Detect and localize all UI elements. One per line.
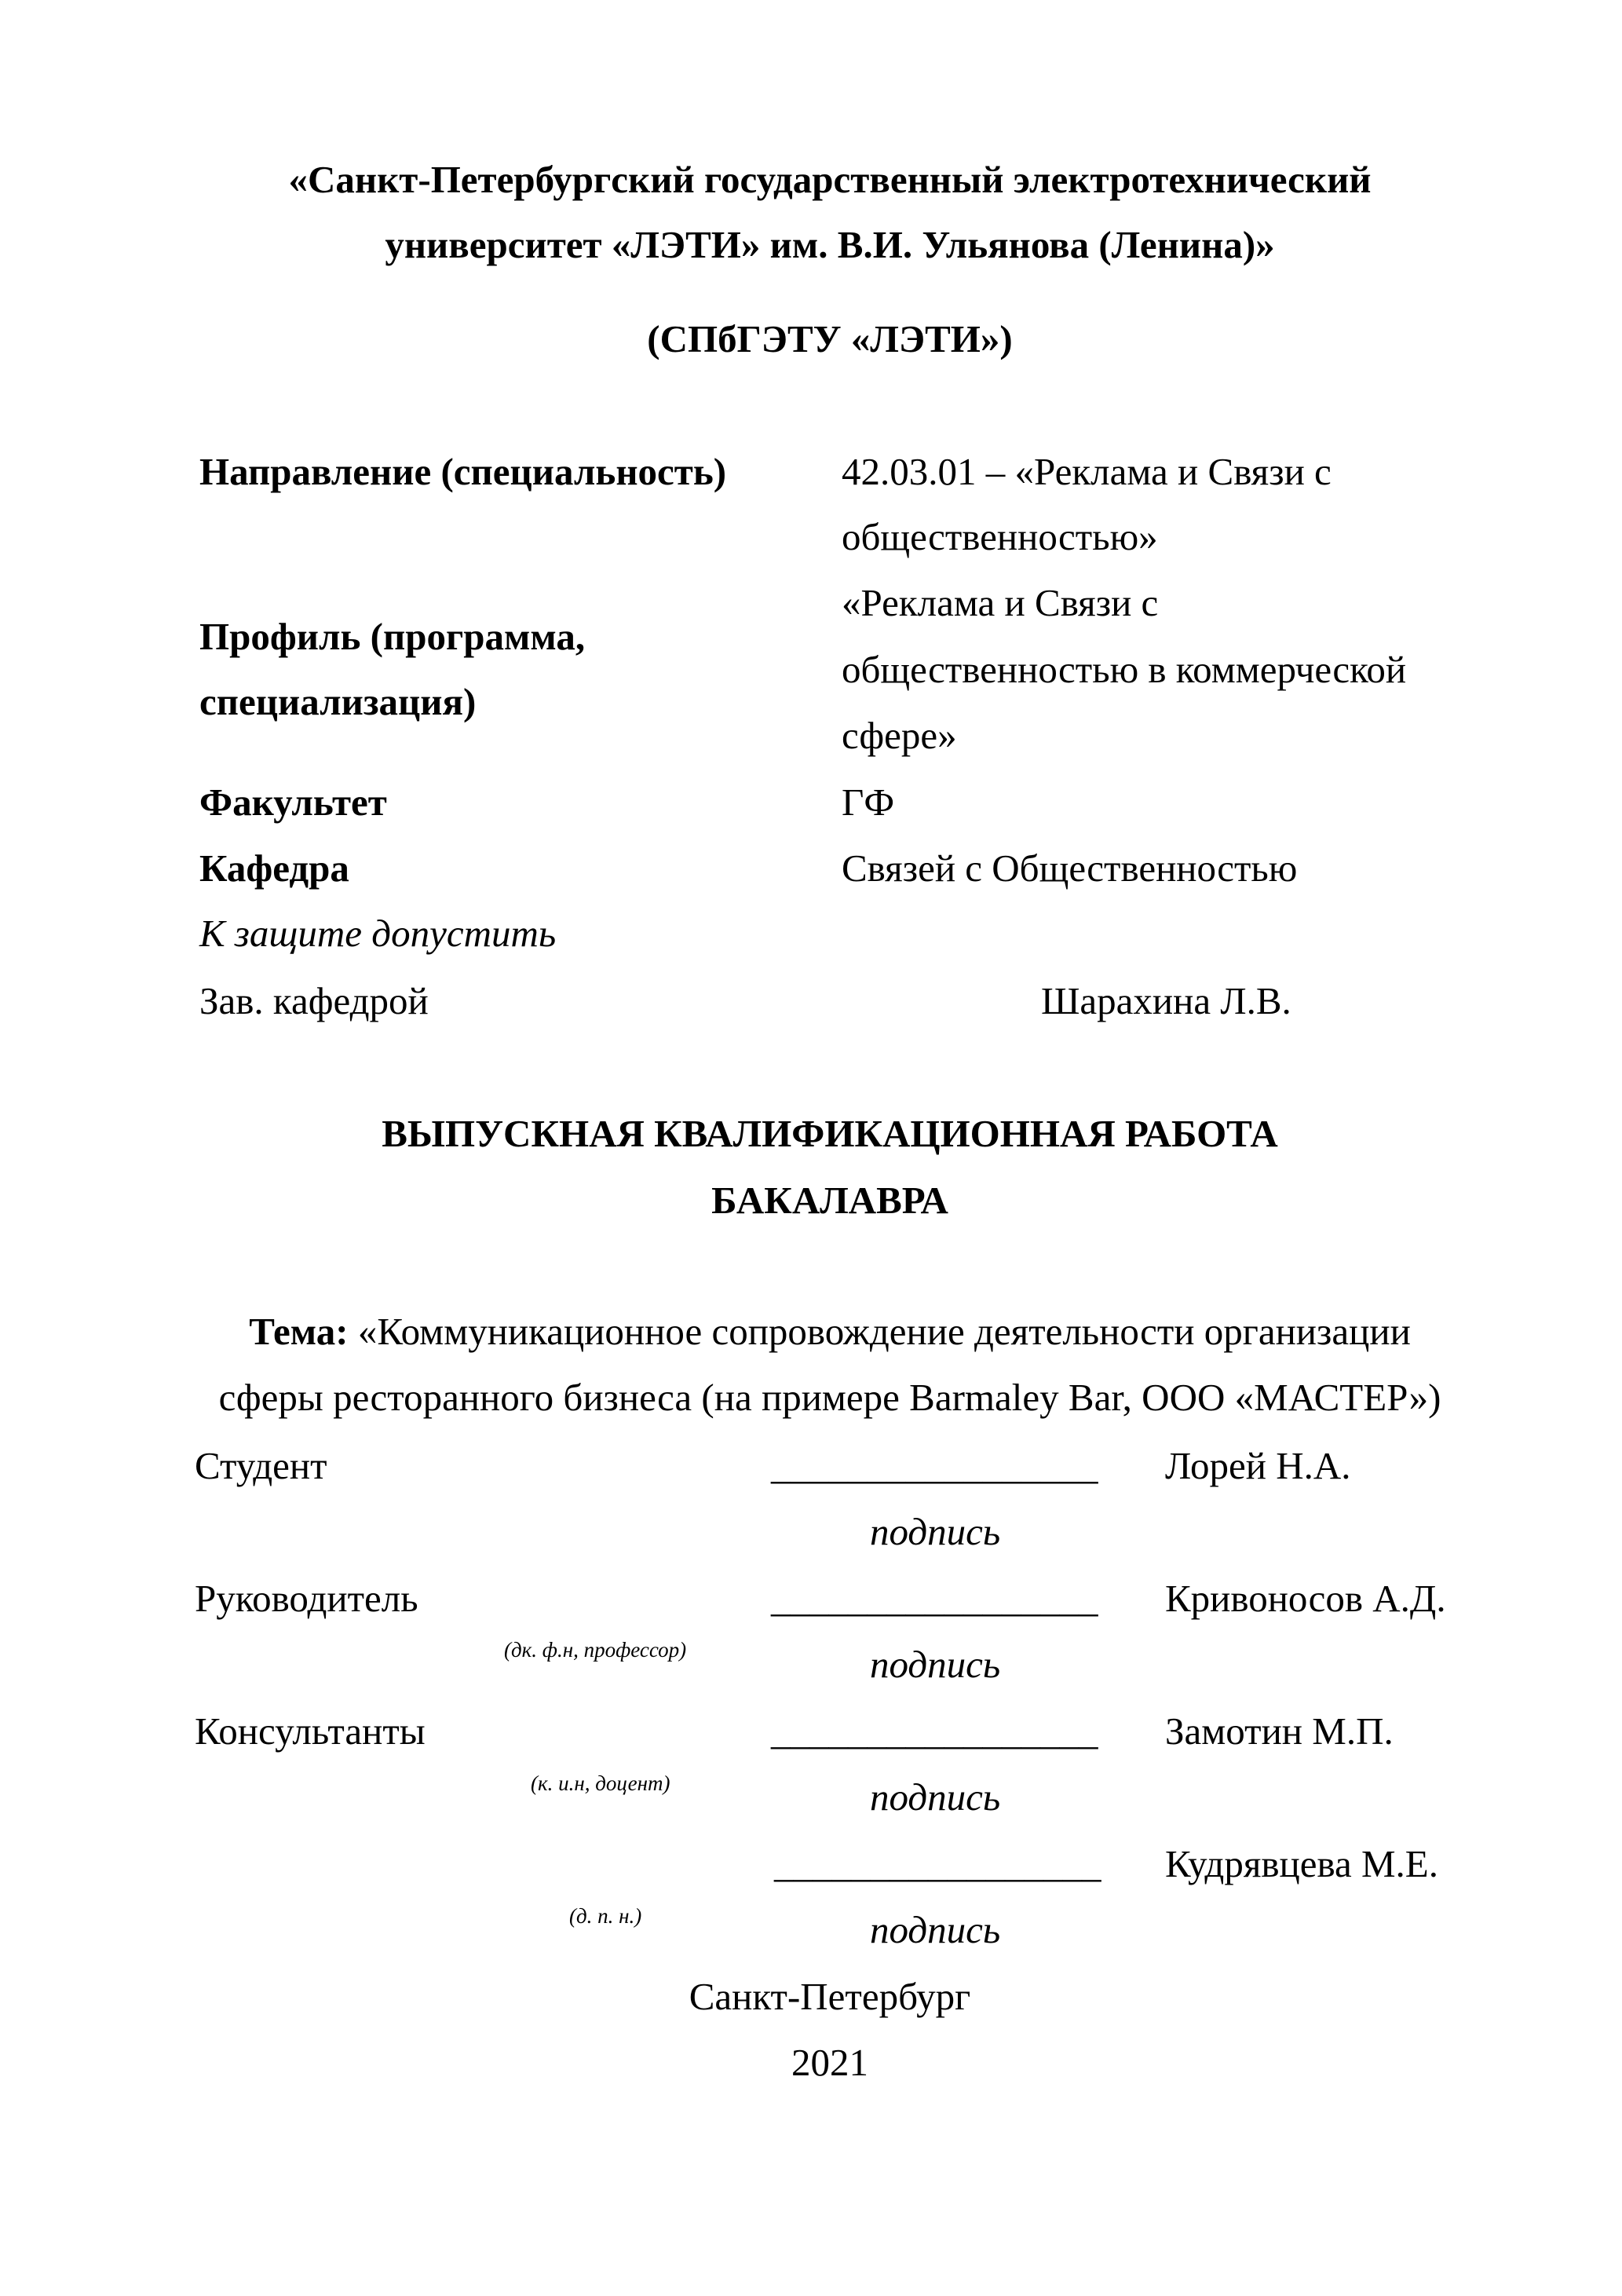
student-label: Студент bbox=[195, 1444, 327, 1487]
admit-to-defense: К защите допустить bbox=[199, 912, 557, 955]
student-name: Лорей Н.А. bbox=[1165, 1444, 1351, 1487]
consultant2-name: Кудрявцева М.Е. bbox=[1165, 1842, 1438, 1885]
signature-caption: подпись bbox=[870, 1775, 1001, 1819]
profile-value-1: «Реклама и Связи с bbox=[842, 581, 1159, 624]
department-label: Кафедра bbox=[199, 846, 349, 890]
department-value: Связей с Общественностью bbox=[842, 846, 1298, 890]
signature-caption: подпись bbox=[870, 1510, 1001, 1553]
head-label: Зав. кафедрой bbox=[199, 979, 429, 1022]
consultant1-name: Замотин М.П. bbox=[1165, 1709, 1394, 1753]
signature-caption: подпись bbox=[870, 1643, 1001, 1686]
head-name: Шарахина Л.В. bbox=[1041, 979, 1291, 1022]
supervisor-degree: (дк. ф.н, профессор) bbox=[504, 1638, 687, 1662]
university-name-line1: «Санкт-Петербургский государственный электротехнический bbox=[288, 158, 1372, 201]
student-signature-line: _________________ bbox=[771, 1444, 1098, 1487]
work-title-line2: БАКАЛАВРА bbox=[711, 1179, 948, 1222]
profile-label-1: Профиль (программа, bbox=[199, 615, 586, 658]
direction-label: Направление (специальность) bbox=[199, 450, 727, 493]
supervisor-label: Руководитель bbox=[195, 1577, 418, 1620]
consultants-label: Консультанты bbox=[195, 1709, 426, 1753]
faculty-value: ГФ bbox=[842, 781, 895, 824]
topic-line1 bbox=[0, 1308, 1622, 1355]
faculty-label: Факультет bbox=[199, 781, 387, 824]
profile-value-3: сфере» bbox=[842, 714, 957, 757]
topic-label: Тема: bbox=[249, 1310, 349, 1353]
university-abbr: (СПбГЭТУ «ЛЭТИ») bbox=[647, 317, 1013, 360]
topic-text-1: «Коммуникационное сопровождение деятельности организации bbox=[348, 1310, 1411, 1353]
profile-label-2: специализация) bbox=[199, 680, 477, 723]
supervisor-signature-line: _________________ bbox=[771, 1577, 1098, 1620]
city: Санкт-Петербург bbox=[689, 1975, 971, 2018]
signature-caption: подпись bbox=[870, 1908, 1001, 1951]
work-title-line1: ВЫПУСКНАЯ КВАЛИФИКАЦИОННАЯ РАБОТА bbox=[382, 1112, 1278, 1155]
supervisor-name: Кривоносов А.Д. bbox=[1165, 1577, 1446, 1620]
consultant2-degree: (д. п. н.) bbox=[569, 1904, 642, 1928]
direction-value-1: 42.03.01 – «Реклама и Связи с bbox=[842, 450, 1332, 493]
university-name-line2: университет «ЛЭТИ» им. В.И. Ульянова (Ленина)» bbox=[385, 223, 1275, 266]
consultant1-signature-line: _________________ bbox=[771, 1709, 1098, 1753]
profile-value-2: общественностью в коммерческой bbox=[842, 648, 1407, 691]
topic-line2: сферы ресторанного бизнеса (на примере Barmaley Bar, ООО «МАСТЕР») bbox=[218, 1376, 1441, 1419]
consultant2-signature-line: _________________ bbox=[774, 1842, 1101, 1885]
year: 2021 bbox=[791, 2041, 868, 2084]
direction-value-2: общественностью» bbox=[842, 515, 1158, 558]
consultant1-degree: (к. и.н, доцент) bbox=[531, 1771, 670, 1795]
